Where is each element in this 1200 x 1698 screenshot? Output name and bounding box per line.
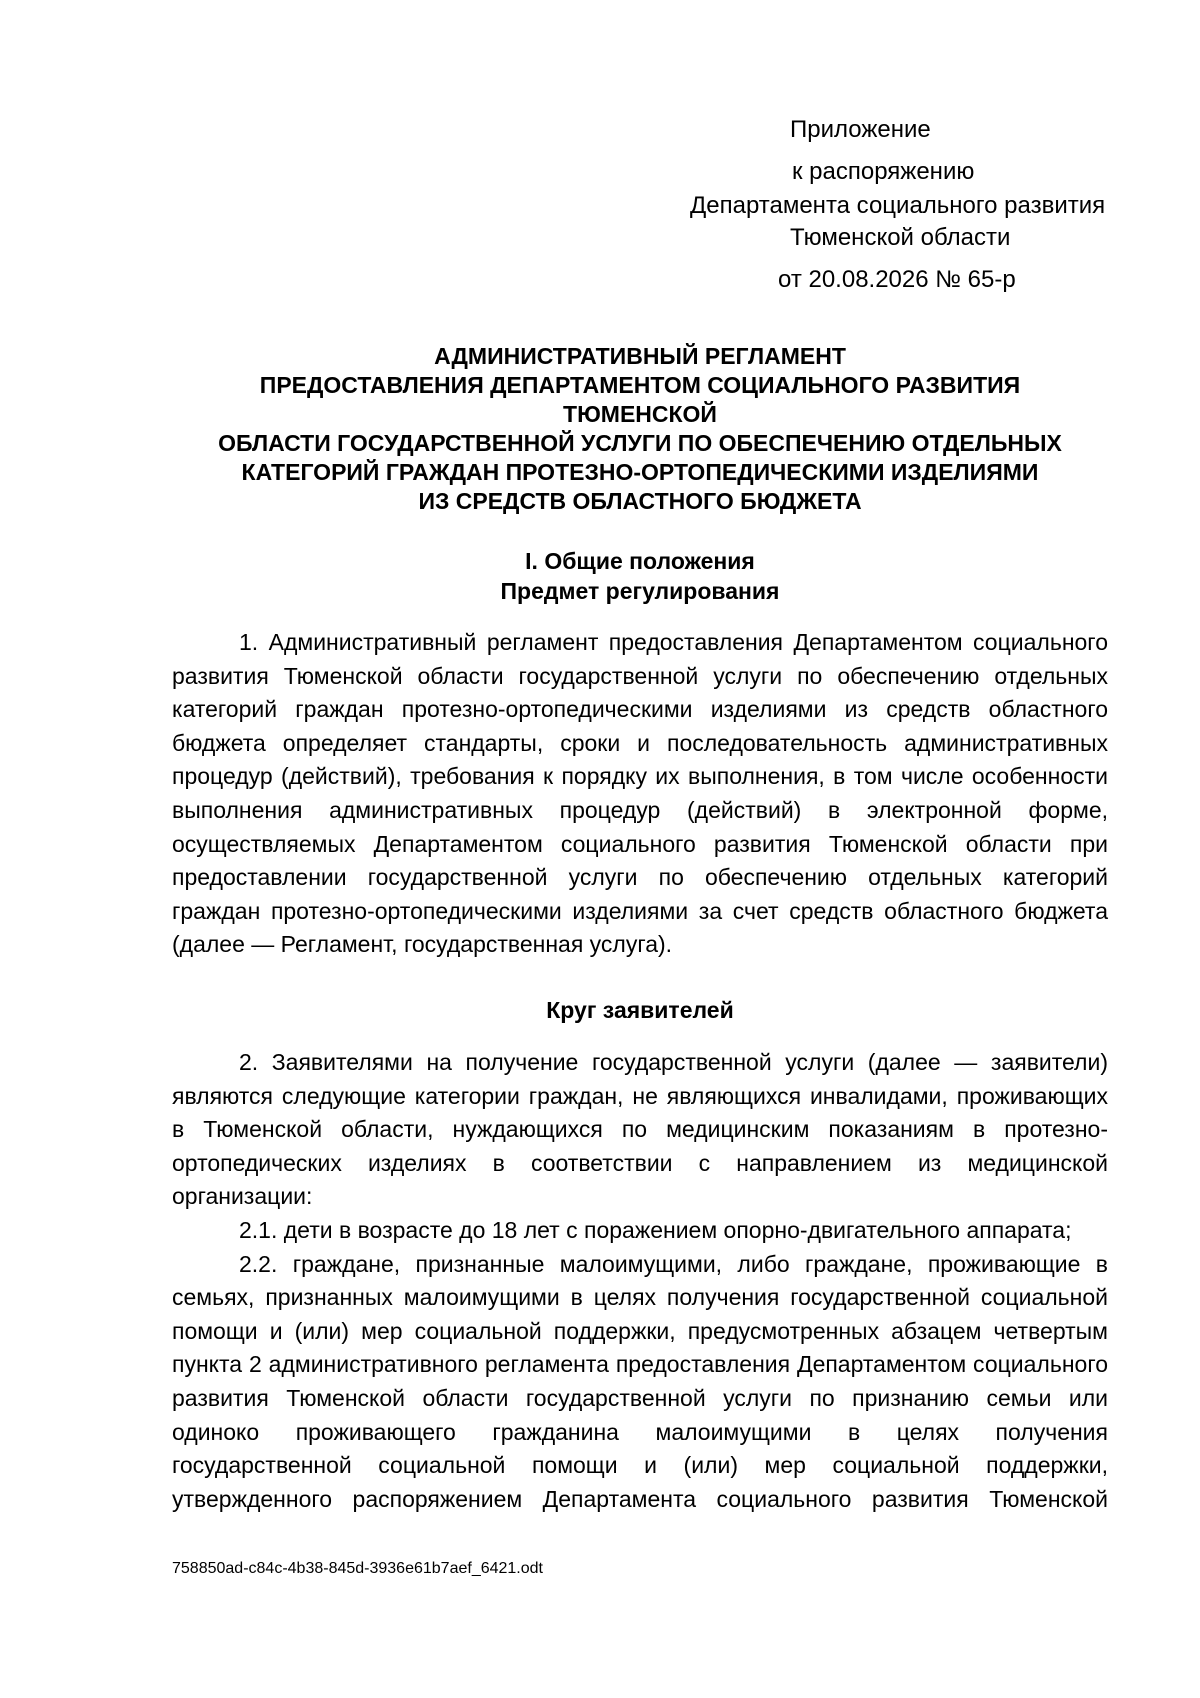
title-line: ИЗ СРЕДСТВ ОБЛАСТНОГО БЮДЖЕТА	[418, 488, 862, 514]
footer-filename: 758850ad-c84c-4b38-845d-3936e61b7aef_6421.odt	[172, 1560, 543, 1577]
section-general-heading	[172, 546, 1108, 606]
section-heading: I. Общие положения	[525, 548, 755, 574]
appendix-order-label: к распоряжению	[792, 158, 975, 185]
paragraph-1: 1. Административный регламент предоставления Департаментом социального развития Тюменской области государственной услуги по обеспечению отдельных категорий граждан протезно-ортопедическими изделиями из средств областного бюджета определяет стандарты, сроки и последовательность административных процедур (действий), требования к порядку их выполнения, в том числе особенности выполнения административных процедур (действий) в электронной форме, осуществляемых Департаментом социального развития Тюменской области при предоставлении государственной услуги по обеспечению отдельных категорий граждан протезно-ортопедическими изделиями за счет средств областного бюджета (далее — Регламент, государственная услуга).	[172, 629, 1108, 958]
title-line: ПРЕДОСТАВЛЕНИЯ ДЕПАРТАМЕНТОМ СОЦИАЛЬНОГО РАЗВИТИЯ	[259, 372, 1021, 398]
document-title	[172, 342, 1108, 516]
section-subheading: Предмет регулирования	[500, 578, 780, 604]
paragraph-2-1: 2.1. дети в возрасте до 18 лет с поражением опорно-двигательного аппарата;	[239, 1216, 1072, 1243]
appendix-region: Тюменской области	[790, 224, 1011, 251]
appendix-date-number: от 20.08.2026 № 65-р	[778, 266, 1016, 293]
paragraph-2-block	[172, 1046, 1108, 1516]
section-heading: Круг заявителей	[546, 997, 734, 1023]
paragraph-1-block	[172, 626, 1108, 962]
paragraph-2-2: 2.2. граждане, признанные малоимущими, либо граждане, проживающие в семьях, признанных малоимущими в целях получения государственной социальной помощи и (или) мер социальной поддержки, предусмотренных абзацем четвертым пункта 2 административного регламента предоставления Департаментом социального развития Тюменской области государственной услуги по признанию семьи или одиноко проживающего гражданина малоимущими в целях получения государственной социальной помощи и (или) мер социальной поддержки, утвержденного распоряжением Департамента социального развития Тюменской	[172, 1250, 1108, 1512]
section-applicants-heading	[172, 995, 1108, 1025]
title-line: АДМИНИСТРАТИВНЫЙ РЕГЛАМЕНТ	[434, 343, 846, 369]
title-line: КАТЕГОРИЙ ГРАЖДАН ПРОТЕЗНО-ОРТОПЕДИЧЕСКИМИ ИЗДЕЛИЯМИ	[241, 459, 1039, 485]
title-line: ОБЛАСТИ ГОСУДАРСТВЕННОЙ УСЛУГИ ПО ОБЕСПЕЧЕНИЮ ОТДЕЛЬНЫХ	[218, 430, 1062, 456]
appendix-department: Департамента социального развития	[690, 192, 1106, 219]
title-line: ТЮМЕНСКОЙ	[563, 401, 717, 427]
paragraph-2: 2. Заявителями на получение государственной услуги (далее — заявители) являются следующие категории граждан, не являющихся инвалидами, проживающих в Тюменской области, нуждающихся по медицинским показаниям в протезно-ортопедических изделиях в соответствии с направлением из медицинской организации:	[172, 1049, 1108, 1210]
appendix-label: Приложение	[790, 116, 931, 143]
